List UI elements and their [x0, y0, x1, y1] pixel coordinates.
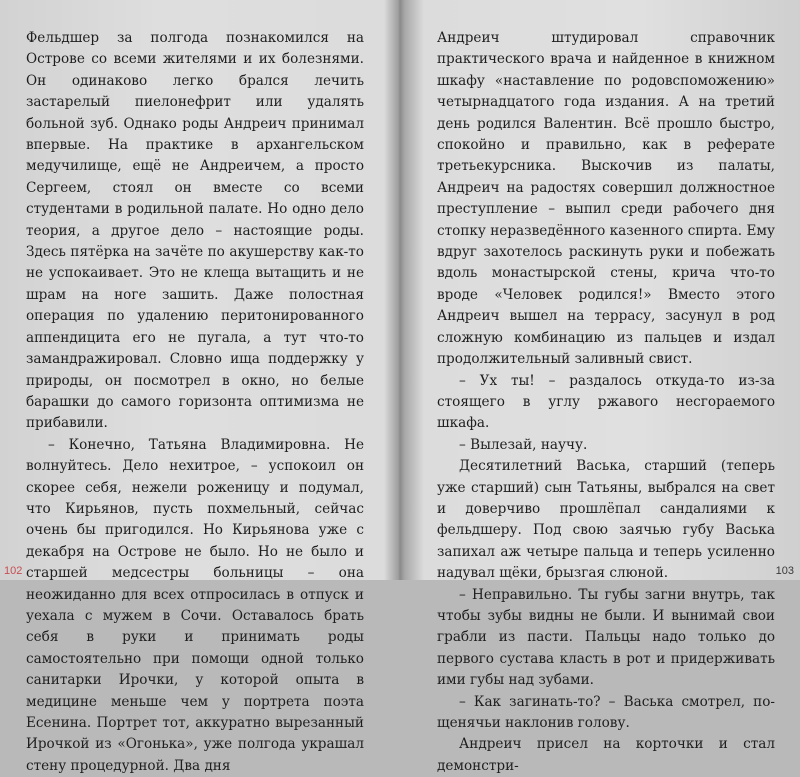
left-page-text — [26, 28, 364, 777]
paragraph: – Конечно, Татьяна Владимировна. Не волнуйтесь. Дело нехитрое, – успокоил он скорее себя, нежели роженицу и подумал, что Кирьянов, пусть похмельный, сейчас очень бы пригодился. Но Кирьянова уже с декабря на Острове не было. Но не было и старшей медсестры больницы – она неожиданно для всех отпросилась в отпуск и уехала с мужем в Сочи. Оставалось брать себя в руки и принимать роды самостоятельно при помощи одной только санитарки Ирочки, у которой опыта в медицине меньше чем у портрета поэта Есенина. Портрет тот, аккуратно вырезанный Ирочкой из «Огонька», уже полгода украшал стену процедурной. Два дня — [26, 436, 364, 774]
paragraph: Андреич присел на корточки и стал демонстри- — [437, 736, 775, 774]
left-page-number: 102 — [4, 565, 23, 577]
paragraph: – Вылезай, научу. — [459, 436, 588, 453]
paragraph: – Неправильно. Ты губы загни внутрь, так чтобы зубы видны не были. И вынимай свои грабли из пасти. Пальцы надо только до первого сустава класть в рот и придерживать ими губы над зубами. — [437, 586, 775, 689]
paragraph: Фельдшер за полгода познакомился на Острове со всеми жителями и их болезнями. Он одинаково легко брался лечить застарелый пиелонефрит или удалять больной зуб. Однако роды Андреич принимал впервые. На практике в архангельском медучилище, ещё не Андреичем, а просто Сергеем, стоял он вместе со всеми студентами в родильной палате. Но одно дело теория, а другое дело – настоящие роды. Здесь пятёрка на зачёте по акушерству как-то не успокаивает. Это не клеща вытащить и не шрам на ноге зашить. Даже полостная операция по удалению перитонированного аппендицита его не пугала, а тут что-то замандражировал. Словно ища поддержку у природы, он посмотрел в окно, но белые барашки до самого горизонта оптимизма не прибавили. — [26, 30, 364, 432]
right-page-text — [437, 28, 775, 777]
paragraph: Андреич штудировал справочник практического врача и найденное в книжном шкафу «наставление по родовспоможению» четырнадцатого года издания. А на третий день родился Валентин. Всё прошло быстро, спокойно и правильно, как в реферате третьекурсника. Выскочив из палаты, Андреич на радостях совершил должностное преступление – выпил среди рабочего дня стопку неразведённого казенного спирта. Ему вдруг захотелось раскинуть руки и побежать вдоль монастырской стены, крича что-то вроде «Человек родился!» Вместо этого Андреич вышел на террасу, засунул в род сложную комбинацию из пальцев и издал продолжительный заливный свист. — [437, 30, 775, 368]
right-page-number: 103 — [775, 565, 794, 577]
paragraph: – Ух ты! – раздалось откуда-то из-за стоящего в углу ржавого несгораемого шкафа. — [437, 372, 775, 432]
paragraph: – Как загинать-то? – Васька смотрел, по-щенячьи наклонив голову. — [437, 693, 775, 731]
paragraph: Десятилетний Васька, старший (теперь уже старший) сын Татьяны, выбрался на свет и доверчиво прошлёпал сандалиями к фельдшеру. Под свою заячью губу Васька запихал аж четыре пальца и теперь усиленно надувал щёки, брызгая слюной. — [437, 458, 775, 582]
